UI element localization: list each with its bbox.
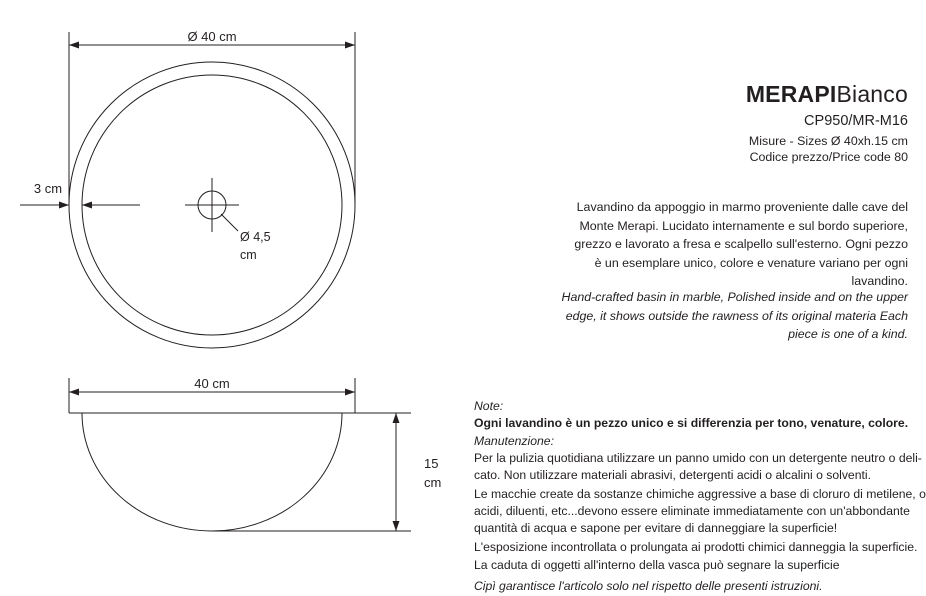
side-height-unit: cm — [424, 475, 442, 490]
drain-diameter-label: Ø 4,5 — [240, 230, 271, 244]
description-english: Hand-crafted basin in marble, Polished inside and on the upper edge, it shows outside the rawness of its original materia Each piece is one of a kind. — [561, 290, 908, 342]
wall-thickness-label: 3 cm — [33, 181, 63, 196]
maintenance-paragraph: Per la pulizia quotidiana utilizzare un panno umido con un detergente neutro o deli-cato. Non utilizzare materiali abrasivi, detergenti acidi o alcalini o solventi. — [474, 450, 922, 483]
product-name-bold: MERAPI — [745, 81, 837, 107]
note-label: Note: — [474, 399, 504, 413]
maintenance-label: Manutenzione: — [474, 433, 554, 448]
side-width-label: 40 cm — [194, 376, 230, 391]
description-italian: Lavandino da appoggio in marmo proveniente dalle cave del Monte Merapi. Lucidato internamente e sul bordo superiore, grezzo e lavorato a fresa e scalpello sull'esterno. Ogni pezzo è un esemplare unico, colore e venature variano per ogni lavandino. — [574, 200, 908, 289]
product-title — [488, 82, 908, 107]
title-block — [488, 82, 908, 164]
top-diameter-label: Ø 40 cm — [187, 29, 237, 44]
product-price-code: Codice prezzo/Price code 80 — [749, 150, 908, 165]
guarantee-text: Cipì garantisce l'articolo solo nel rispetto delle presenti istruzioni. — [474, 579, 823, 594]
notes-block — [474, 398, 926, 596]
product-name-light: Bianco — [836, 81, 908, 107]
maintenance-paragraph: La caduta di oggetti all'interno della vasca può segnare la superficie — [474, 557, 840, 572]
info-panel — [470, 0, 926, 593]
note-bold-text: Ogni lavandino è un pezzo unico e si differenzia per tono, venature, colore. — [474, 416, 909, 431]
maintenance-paragraph: L'esposizione incontrollata o prolungata ai prodotti chimici danneggia la superficie. — [474, 539, 918, 554]
drain-diameter-unit: cm — [240, 248, 257, 262]
maintenance-paragraph: Le macchie create da sostanze chimiche aggressive a base di cloruro di metilene, o acidi, diluenti, etc...devono essere eliminate immediatamente con un'abbondante quantità di acqua e sapone per evitare di danneggiare la superficie! — [474, 486, 926, 536]
side-height-label: 15 — [424, 456, 439, 471]
product-code: CP950/MR-M16 — [804, 113, 908, 130]
product-sizes: Misure - Sizes Ø 40xh.15 cm — [748, 134, 908, 149]
